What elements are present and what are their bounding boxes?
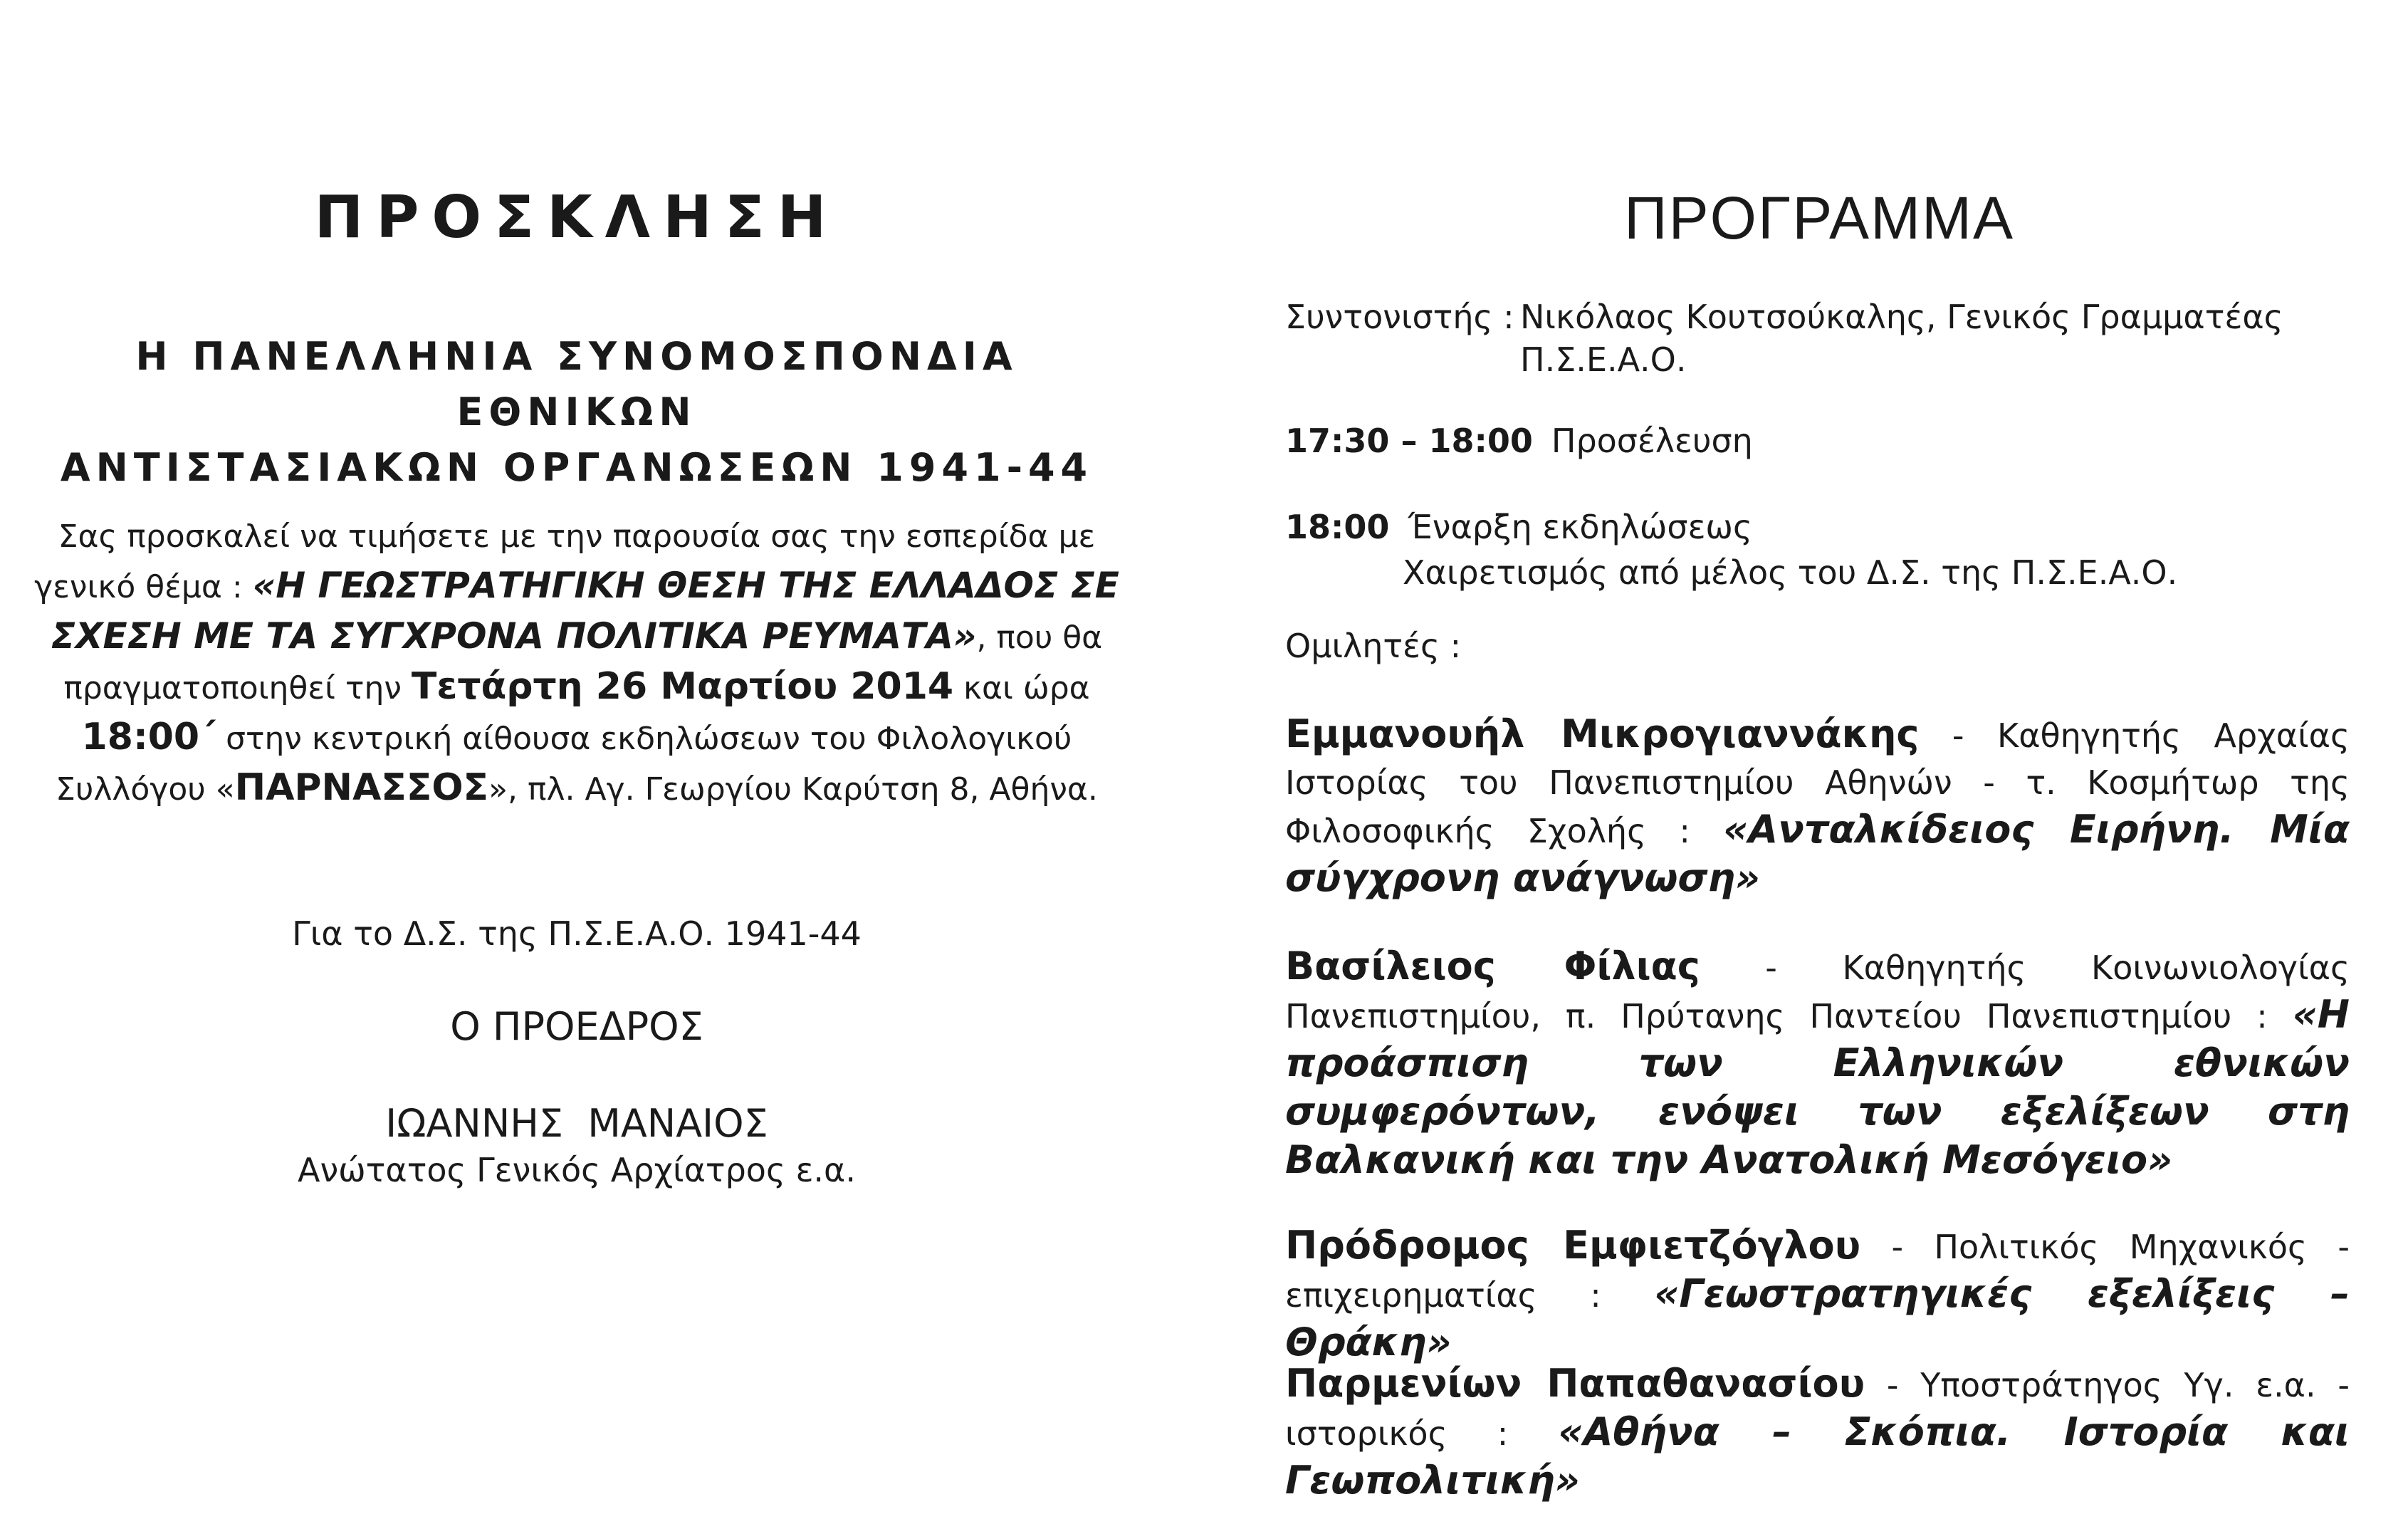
speaker-talk-title: «Αθήνα – Σκόπια. Ιστορία και Γεωπολιτική» xyxy=(1285,1409,2350,1503)
schedule-arrival xyxy=(1285,422,1753,460)
speaker-talk-title: «Γεωστρατηγικές εξελίξεις – Θράκη» xyxy=(1285,1271,2350,1364)
speaker-role: - Υποστράτηγος Υγ. ε.α. - ιστορικός : xyxy=(1285,1366,2350,1453)
event-venue: ΠΑΡΝΑΣΣΟΣ xyxy=(234,766,489,809)
speaker-name: Παρμενίων Παπαθανασίου xyxy=(1285,1361,1865,1406)
schedule-arrival-time: 17:30 – 18:00 xyxy=(1285,422,1533,460)
president-name: ΙΩΑΝΝΗΣ ΜΑΝΑΙΟΣ xyxy=(385,1101,768,1146)
event-topic: «Η ΓΕΩΣΤΡΑΤΗΓΙΚΗ ΘΕΣΗ ΤΗΣ ΕΛΛΑΔΟΣ ΣΕ ΣΧΕΣΗ ΜΕ ΤΑ ΣΥΓΧΡΟΝΑ ΠΟΛΙΤΙΚΑ ΡΕΥΜΑΤΑ» xyxy=(51,565,1119,657)
board-signature-line: Για το Δ.Σ. της Π.Σ.Ε.Α.Ο. 1941-44 xyxy=(292,914,862,953)
schedule-opening-time: 18:00 xyxy=(1285,508,1390,546)
speaker-name: Εμμανουήλ Μικρογιαννάκης xyxy=(1285,711,1920,756)
organization-line-2: ΑΝΤΙΣΤΑΣΙΑΚΩΝ ΟΡΓΑΝΩΣΕΩΝ 1941-44 xyxy=(60,445,1094,490)
president-title: Ο ΠΡΟΕΔΡΟΣ xyxy=(450,1004,703,1049)
invitation-text xyxy=(28,513,1125,814)
speakers-label: Ομιλητές : xyxy=(1285,627,1462,665)
invitation-text-intro: Σας προσκαλεί να τιμήσετε με την παρουσία σας την εσπερίδα με γενικό θέμα : xyxy=(34,518,1096,605)
invitation-text-time-intro: και ώρα xyxy=(953,670,1090,706)
schedule-opening-text: Έναρξη εκδηλώσεως xyxy=(1408,508,1752,546)
speaker-entry xyxy=(1285,1360,2350,1505)
event-date: Τετάρτη 26 Μαρτίου 2014 xyxy=(411,665,954,708)
speaker-entry xyxy=(1285,711,2350,903)
event-time: 18:00΄ xyxy=(81,716,216,758)
speaker-name: Πρόδρομος Εμφιετζόγλου xyxy=(1285,1223,1861,1268)
coordinator-label: Συντονιστής : xyxy=(1285,298,1514,336)
invitation-text-venue-intro: στην κεντρική αίθουσα εκδηλώσεων του Φιλολογικού Συλλόγου « xyxy=(56,721,1072,808)
invitation-title: ΠΡΟΣΚΛΗΣΗ xyxy=(314,184,839,251)
organization-name xyxy=(28,329,1125,496)
speaker-role: - Καθηγητής Κοινωνιολογίας Πανεπιστημίου, π. Πρύτανης Παντείου Πανεπιστημίου : xyxy=(1285,949,2350,1035)
coordinator-value: Νικόλαος Κουτσούκαλης, Γενικός Γραμματέας Π.Σ.Ε.Α.Ο. xyxy=(1520,298,2283,379)
schedule-greeting: Χαιρετισμός από μέλος του Δ.Σ. της Π.Σ.Ε.Α.Ο. xyxy=(1403,553,2178,592)
schedule-arrival-text: Προσέλευση xyxy=(1551,422,1753,460)
organization-line-1: Η ΠΑΝΕΛΛΗΝΙΑ ΣΥΝΟΜΟΣΠΟΝΔΙΑ ΕΘΝΙΚΩΝ xyxy=(135,334,1018,434)
speaker-entry xyxy=(1285,943,2350,1185)
speaker-talk-title: «Ανταλκίδειος Ειρήνη. Μία σύγχρονη ανάγνωση» xyxy=(1285,807,2350,900)
speaker-role: - Πολιτικός Μηχανικός - επιχειρηματίας : xyxy=(1285,1228,2350,1315)
speaker-entry xyxy=(1285,1222,2350,1367)
speaker-role: - Καθηγητής Αρχαίας Ιστορίας του Πανεπιστημίου Αθηνών - τ. Κοσμήτωρ της Φιλοσοφικής Σχολής : xyxy=(1285,716,2350,850)
invitation-text-when: , που θα πραγματοποιηθεί την xyxy=(63,620,1103,706)
president-rank: Ανώτατος Γενικός Αρχίατρος ε.α. xyxy=(298,1151,856,1189)
speaker-name: Βασίλειος Φίλιας xyxy=(1285,944,1700,988)
invitation-text-address: », πλ. Αγ. Γεωργίου Καρύτση 8, Αθήνα. xyxy=(488,771,1098,808)
program-title: ΠΡΟΓΡΑΜΜΑ xyxy=(1623,184,2015,251)
coordinator xyxy=(1285,296,2353,381)
speaker-talk-title: «Η προάσπιση των Ελληνικών εθνικών συμφερόντων, ενόψει των εξελίξεων στη Βαλκανική και την Ανατολική Μεσόγειο» xyxy=(1285,992,2350,1182)
schedule-opening xyxy=(1285,504,2177,595)
